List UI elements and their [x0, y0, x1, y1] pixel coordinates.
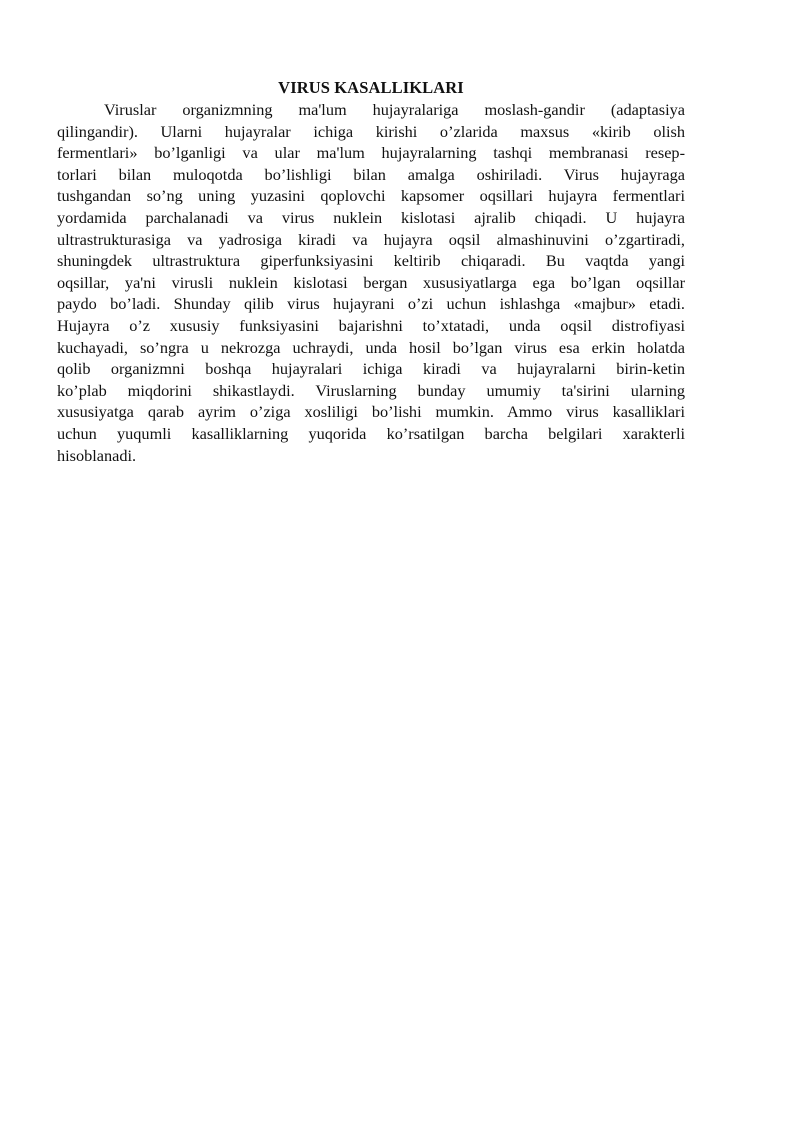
- paragraph-line: tushgandan so’ng uning yuzasini qoplovchi kapsomer oqsillari hujayra fermentlari: [57, 186, 685, 206]
- paragraph-line: oqsillar, ya'ni virusli nuklein kislotasi bergan xususiyatlarga ega bo’lgan oqsillar: [57, 272, 685, 292]
- paragraph-line: hisoblanadi.: [57, 445, 137, 465]
- paragraph-line: yordamida parchalanadi va virus nuklein kislotasi ajralib chiqadi. U hujayra: [57, 207, 685, 227]
- document-title: VIRUS KASALLIKLARI: [278, 78, 464, 97]
- paragraph-line: torlari bilan muloqotda bo’lishligi bilan amalga oshiriladi. Virus hujayraga: [57, 164, 685, 184]
- body-paragraph: [57, 99, 685, 466]
- paragraph-line: ultrastrukturasiga va yadrosiga kiradi va hujayra oqsil almashinuvini o’zgartiradi,: [57, 229, 685, 249]
- paragraph-line: Viruslar organizmning ma'lum hujayralariga moslash-gandir (adaptasiya: [104, 100, 685, 119]
- paragraph-line: qilingandir). Ularni hujayralar ichiga kirishi o’zlarida maxsus «kirib olish: [57, 121, 685, 141]
- paragraph-line: fermentlari» bo’lganligi va ular ma'lum hujayralarning tashqi membranasi resep-: [57, 143, 685, 163]
- paragraph-line: kuchayadi, so’ngra u nekrozga uchraydi, unda hosil bo’lgan virus esa erkin holatda: [57, 337, 685, 357]
- paragraph-line: Hujayra o’z xususiy funksiyasini bajarishni to’xtatadi, unda oqsil distrofiyasi: [57, 315, 685, 335]
- paragraph-line: qolib organizmni boshqa hujayralari ichiga kiradi va hujayralarni birin-ketin: [57, 359, 685, 379]
- paragraph-line: ko’plab miqdorini shikastlaydi. Viruslarning bunday umumiy ta'sirini ularning: [57, 380, 685, 400]
- paragraph-line: shuningdek ultrastruktura giperfunksiyasini keltirib chiqaradi. Bu vaqtda yangi: [57, 251, 685, 271]
- paragraph-line: uchun yuqumli kasalliklarning yuqorida ko’rsatilgan barcha belgilari xarakterli: [57, 423, 685, 443]
- document-page: [57, 77, 685, 466]
- paragraph-line: xususiyatga qarab ayrim o’ziga xosliligi bo’lishi mumkin. Ammo virus kasalliklari: [57, 402, 685, 422]
- paragraph-line: paydo bo’ladi. Shunday qilib virus hujayrani o’zi uchun ishlashga «majbur» etadi.: [57, 294, 685, 314]
